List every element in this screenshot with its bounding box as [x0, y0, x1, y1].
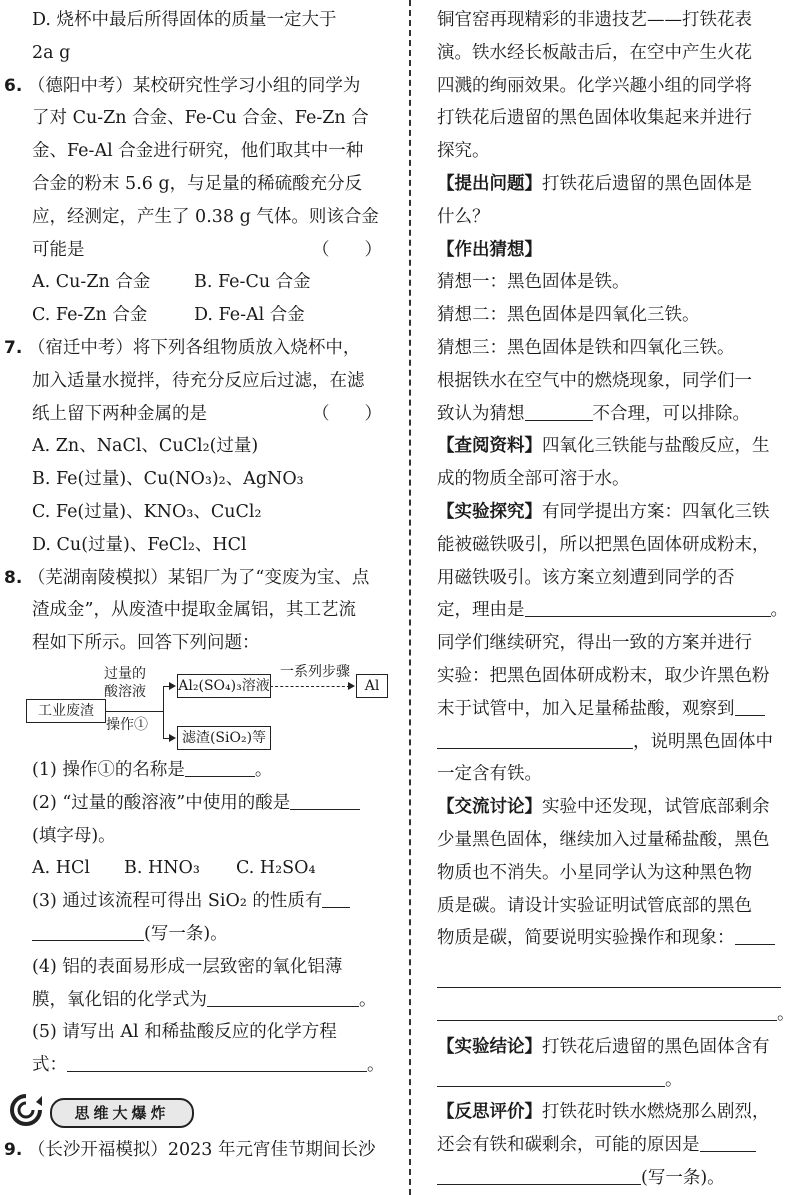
sub-question-4-cont: 膜，氧化铝的化学式为 [32, 989, 207, 1010]
discussion-text: 物质也不消失。小星同学认为这种黑色物 [437, 862, 752, 883]
experiment-text: 用磁铁吸引。该方案立刻遭到同学的否 [437, 567, 735, 588]
sub-question-2-cont: (填字母)。 [32, 825, 116, 846]
answer-blank[interactable] [32, 920, 144, 941]
answer-blank[interactable] [735, 695, 765, 716]
question-text: 渣成金”，从废渣中提取金属铝，其工艺流 [32, 600, 356, 621]
punctuation: 。 [665, 1069, 683, 1090]
reflection-text: (写一条)。 [641, 1167, 725, 1188]
question-number: 7. [4, 337, 23, 358]
option-b[interactable]: B. Fe(过量)、Cu(NO₃)₂、AgNO₃ [32, 469, 304, 490]
question-9 [4, 1134, 386, 1167]
info-text: 四氧化三铁能与盐酸反应，生 [542, 436, 770, 457]
option-c[interactable]: C. H₂SO₄ [236, 858, 316, 879]
sub-question-4: (4) 铝的表面易形成一层致密的氧化铝薄 [32, 956, 343, 977]
guess-3: 猜想三：黑色固体是铁和四氧化三铁。 [437, 337, 735, 358]
option-d[interactable]: D. Cu(过量)、FeCl₂、HCl [32, 534, 247, 555]
answer-blank[interactable] [437, 728, 633, 749]
discussion-text: 少量黑色固体，继续加入过量稀盐酸，黑色 [437, 829, 770, 850]
answer-blank[interactable] [207, 986, 359, 1007]
question-7 [4, 332, 386, 562]
question-6 [4, 70, 386, 332]
sub-question-5: (5) 请写出 Al 和稀盐酸反应的化学方程 [32, 1022, 337, 1043]
answer-blank[interactable] [525, 400, 593, 421]
experiment-text: 定，理由是 [437, 600, 525, 621]
flow-arrowhead [169, 682, 176, 690]
q5-option-d-cont: 2a g [32, 42, 71, 63]
discussion-text: 质是碳。请设计实验证明试管底部的黑色 [437, 895, 752, 916]
question-text: （宿迁中考）将下列各组物质放入烧杯中， [27, 337, 361, 358]
guess-1: 猜想一：黑色固体是铁。 [437, 272, 630, 293]
problem-text: 什么？ [437, 206, 490, 227]
question-number: 8. [4, 567, 23, 588]
section-tag: 【查阅资料】 [437, 436, 542, 457]
conclusion-text: 打铁花后遗留的黑色固体含有 [542, 1036, 770, 1057]
flow-box-solution: Al₂(SO₄)₃溶液 [177, 674, 271, 698]
swirl-icon [8, 1092, 44, 1128]
question-text: （长沙开福模拟）2023 年元宵佳节期间长沙 [27, 1139, 376, 1160]
answer-blank[interactable] [437, 1066, 665, 1087]
question-8 [4, 562, 386, 1082]
option-a[interactable]: A. Cu-Zn 合金 [32, 272, 151, 293]
section-tag: 【提出问题】 [437, 173, 542, 194]
question-text: 纸上留下两种金属的是 [32, 403, 207, 424]
question-text: 可能是 [32, 239, 85, 260]
question-text: 程如下所示。回答下列问题： [32, 633, 260, 654]
punctuation: 。 [777, 1003, 795, 1024]
answer-blank[interactable] [67, 1051, 367, 1072]
punctuation: 。 [367, 1055, 385, 1076]
flow-arrowhead [169, 734, 176, 742]
answer-blank[interactable] [322, 887, 350, 908]
question-text: 了对 Cu-Zn 合金、Fe-Cu 合金、Fe-Zn 合 [32, 108, 369, 129]
answer-blank[interactable] [437, 1164, 641, 1185]
option-b[interactable]: B. HNO₃ [124, 858, 200, 879]
experiment-text: 末于试管中，加入足量稀盐酸，观察到 [437, 698, 735, 719]
answer-paren[interactable]: （ ） [312, 403, 382, 424]
punctuation: 。 [359, 989, 377, 1010]
reflection-text: 打铁花时铁水燃烧那么剧烈， [542, 1102, 770, 1123]
answer-paren[interactable]: （ ） [312, 239, 382, 260]
intro-text: 演。铁水经长板敲击后，在空中产生火花 [437, 42, 752, 63]
answer-blank[interactable] [185, 756, 255, 777]
answer-blank[interactable] [437, 1000, 777, 1021]
question-number: 6. [4, 75, 23, 96]
experiment-text: 一定含有铁。 [437, 764, 542, 785]
column-divider [409, 0, 411, 1195]
right-column [437, 4, 795, 1195]
sub-question-5-cont: 式： [32, 1055, 67, 1076]
intro-text: 四溅的绚丽效果。化学兴趣小组的同学将 [437, 75, 752, 96]
option-c[interactable]: C. Fe-Zn 合金 [32, 305, 148, 326]
flow-label-reagent-top: 过量的 [104, 665, 146, 682]
intro-text: 铜官窑再现精彩的非遗技艺——打铁花表 [437, 10, 752, 30]
experiment-text: ，说明黑色固体中 [633, 731, 773, 752]
reason-text: 不合理，可以排除。 [592, 403, 750, 424]
answer-blank[interactable] [290, 789, 360, 810]
sub-question-2: (2) “过量的酸溶液”中使用的酸是 [32, 792, 291, 813]
flow-label-operation: 操作① [106, 716, 148, 733]
question-text: （德阳中考）某校研究性学习小组的同学为 [27, 75, 361, 96]
experiment-text: 能被磁铁吸引，所以把黑色固体研成粉末， [437, 534, 770, 555]
banner-title: 思维大爆炸 [50, 1098, 194, 1128]
question-text: （芜湖南陵模拟）某铝厂为了“变废为宝、点 [27, 567, 370, 588]
option-a[interactable]: A. HCl [32, 858, 91, 879]
section-banner [4, 1086, 386, 1134]
left-column [4, 4, 386, 1167]
answer-line[interactable] [437, 965, 781, 988]
reason-text: 根据铁水在空气中的燃烧现象，同学们一 [437, 370, 752, 391]
answer-blank[interactable] [735, 924, 775, 945]
punctuation: 。 [254, 759, 273, 780]
problem-text: 打铁花后遗留的黑色固体是 [542, 173, 752, 194]
experiment-text: 有同学提出方案：四氧化三铁 [542, 501, 770, 522]
process-flow-diagram [4, 662, 386, 748]
section-tag: 【反思评价】 [437, 1102, 542, 1123]
reason-text: 致认为猜想 [437, 403, 525, 424]
section-tag: 【实验结论】 [437, 1036, 542, 1057]
sub-question-3-end: (写一条)。 [144, 923, 228, 944]
experiment-text: 同学们继续研究，得出一致的方案并进行 [437, 633, 752, 654]
info-text: 成的物质全部可溶于水。 [437, 469, 630, 490]
sub-question-1: (1) 操作①的名称是 [32, 759, 185, 780]
discussion-text: 物质是碳，简要说明实验操作和现象： [437, 928, 735, 949]
option-b[interactable]: B. Fe-Cu 合金 [194, 272, 311, 293]
flow-box-product: Al [356, 674, 388, 698]
intro-text: 打铁花后遗留的黑色固体收集起来并进行 [437, 108, 752, 129]
option-a[interactable]: A. Zn、NaCl、CuCl₂(过量) [32, 436, 259, 457]
reflection-text: 还会有铁和碳剩余，可能的原因是 [437, 1135, 700, 1156]
discussion-text: 实验中还发现，试管底部剩余 [542, 797, 770, 818]
question-text: 加入适量水搅拌，待充分反应后过滤，在滤 [32, 370, 365, 391]
flow-box-waste: 工业废渣 [26, 699, 106, 723]
question-text: 合金的粉末 5.6 g，与足量的稀硫酸充分反 [32, 173, 363, 194]
flow-arrowhead [348, 682, 355, 690]
section-tag: 【作出猜想】 [437, 239, 542, 260]
flow-label-reagent-bottom: 酸溶液 [104, 683, 146, 700]
question-text: 金、Fe-Al 合金进行研究，他们取其中一种 [32, 141, 364, 162]
flow-dashed-arrow [270, 686, 350, 687]
answer-blank[interactable] [525, 596, 771, 617]
section-tag: 【交流讨论】 [437, 797, 542, 818]
guess-2: 猜想二：黑色固体是四氧化三铁。 [437, 305, 700, 326]
option-c[interactable]: C. Fe(过量)、KNO₃、CuCl₂ [32, 501, 262, 522]
intro-text: 探究。 [437, 141, 490, 162]
sub-question-3: (3) 通过该流程可得出 SiO₂ 的性质有 [32, 891, 323, 912]
flow-arrow-line [105, 711, 163, 712]
answer-blank[interactable] [700, 1131, 756, 1152]
question-text: 应，经测定，产生了 0.38 g 气体。则该合金 [32, 206, 379, 227]
section-tag: 【实验探究】 [437, 501, 542, 522]
flow-box-residue: 滤渣(SiO₂)等 [177, 726, 271, 750]
flow-branch-line [163, 686, 164, 738]
experiment-text: 实验：把黑色固体研成粉末，取少许黑色粉 [437, 665, 770, 686]
option-d[interactable]: D. Fe-Al 合金 [194, 305, 305, 326]
q5-option-d: D. 烧杯中最后所得固体的质量一定大于 [32, 10, 337, 30]
question-number: 9. [4, 1139, 23, 1160]
flow-label-steps: 一系列步骤 [280, 663, 350, 680]
punctuation: 。 [770, 600, 788, 621]
